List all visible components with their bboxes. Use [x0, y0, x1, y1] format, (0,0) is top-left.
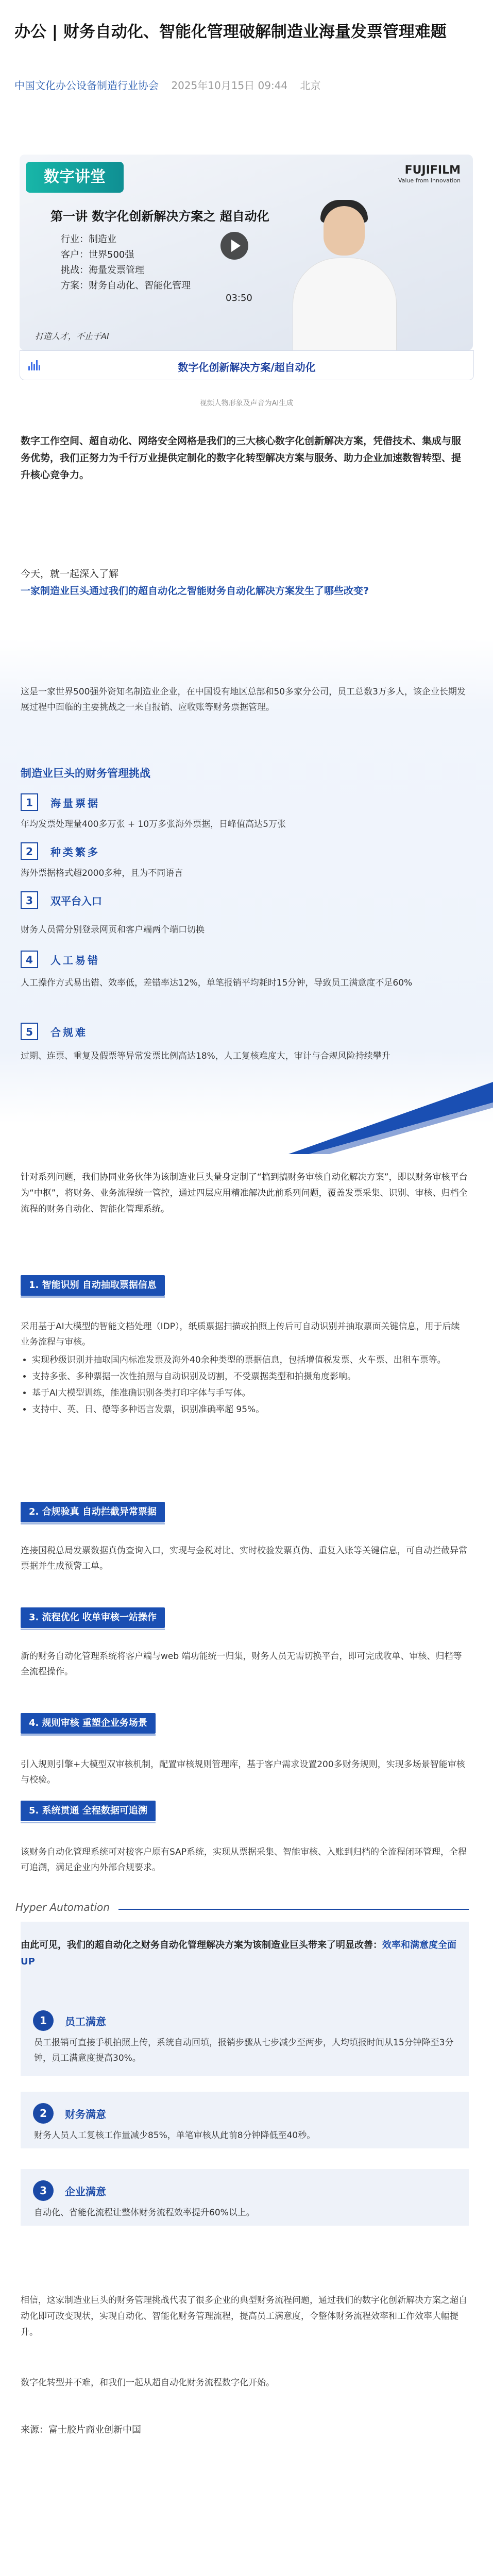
brand-logo: FUJIFILM — [404, 164, 461, 177]
section-text-2: 连接国税总局发票数据真伪查询入口，实现与金税对比、实时校验发票真伪、重复入账等关键信息，可自动拦截异常票据并生成预警工单。 — [21, 1546, 467, 1571]
benefit-number-2: 2 — [33, 2103, 54, 2124]
intro-question: 一家制造业巨头通过我们的超自动化之智能财务自动化解决方案发生了哪些改变? — [21, 585, 369, 597]
section-bullet: • 支持多张、多种票据一次性拍照与自动识别及切割，不受票据类型和拍摄角度影响。 — [32, 1369, 479, 1384]
author-link[interactable]: 中国文化办公设备制造行业协会 — [14, 79, 159, 92]
info-solution: 方案：财务自动化、智能化管理 — [61, 280, 191, 291]
challenge-title-1: 海量票据 — [50, 797, 100, 809]
section-bullets-1 — [21, 1352, 479, 1418]
challenge-title-4: 人工易错 — [50, 954, 100, 967]
section-tag-2: 2. 合规验真 自动拦截异常票据 — [21, 1502, 165, 1522]
play-icon[interactable] — [220, 232, 248, 260]
section-text-1: 采用基于AI大模型的智能文档处理（IDP），纸质票据扫描或拍照上传后可自动识别并抽取票面关键信息，用于后续业务流程与审核。 — [21, 1321, 460, 1347]
section-tag-4: 4. 规则审核 重塑企业务场景 — [21, 1713, 156, 1734]
solution-intro-text: 针对系列问题，我们协同业务伙伴为该制造业巨头量身定制了“搞到搞财务审核自动化解决方案”，即以财务审核平台为“中枢”，将财务、业务流程统一管控，通过四层应用精准解决此前系列问题，覆盖发票采集、识别、审核、归档全流程的财务自动化、智能化管理系统。 — [21, 1172, 468, 1214]
section-bullet: • 实现秒级识别并抽取国内标准发票及海外40余种类型的票据信息，包括增值税发票、火车票、出租车票等。 — [32, 1352, 479, 1368]
challenge-title-3: 双平台入口 — [50, 895, 102, 907]
brand-tagline: Value from Innovation — [398, 177, 461, 184]
section-tag-3: 3. 流程优化 收单审核一站操作 — [21, 1607, 165, 1628]
source-line: 来源：富士胶片商业创新中国 — [21, 2425, 141, 2435]
ai-note: 视频人物形象及声音为AI生成 — [199, 399, 294, 408]
benefit-number-3: 3 — [33, 2180, 54, 2201]
benefit-number-1: 1 — [33, 2010, 54, 2031]
article-meta — [14, 77, 330, 92]
video-duration: 03:50 — [226, 293, 252, 303]
challenge-text-5: 过期、连票、重复及假票等异常发票比例高达18%，人工复核难度大，审计与合规风险持续攀升 — [21, 1051, 390, 1061]
solution-intro — [21, 1170, 468, 1217]
section-tag-1: 1. 智能识别 自动抽取票据信息 — [21, 1275, 165, 1296]
closing-paragraph: 相信，这家制造业巨头的财务管理挑战代表了很多企业的典型财务流程问题，通过我们的数字化创新解决方案之超自动化即可改变现状，实现自动化、智能化财务管理流程，提高员工满意度，令整体财务流程效率和工作效率大幅提升。 — [21, 2295, 467, 2337]
challenge-number-3: 3 — [21, 891, 38, 909]
results-summary-highlight: 效率和满意度全面UP — [21, 1940, 456, 1967]
section-text-4: 引入规则引擎+大模型双审核机制，配置审核规则管理库，基于客户需求设置200多财务规则，实现多场景智能审核与校验。 — [21, 1759, 465, 1785]
video-player[interactable] — [20, 155, 473, 350]
benefit-title-1: 员工满意 — [65, 2015, 106, 2028]
section-tag-5: 5. 系统贯通 全程数据可追溯 — [21, 1801, 156, 1821]
hyper-rule — [118, 1909, 469, 1910]
benefit-title-2: 财务满意 — [65, 2108, 106, 2121]
video-caption-bar — [20, 350, 474, 380]
results-summary-text: 由此可见，我们的超自动化之财务自动化管理解决方案为该制造业巨头带来了明显改善： — [21, 1940, 382, 1951]
challenge-text-1: 年均发票处理量400多万张 + 10万多张海外票据，日峰值高达5万张 — [21, 819, 286, 829]
hyper-automation-label — [15, 1901, 110, 1913]
challenge-number-1: 1 — [21, 793, 38, 811]
challenge-title-2: 种类繁多 — [50, 846, 100, 858]
benefit-text-1: 员工报销可直接手机拍照上传，系统自动回填，报销步骤从七步减少至两步，人均填报时间从15分钟降至3分钟，员工满意度提高30%。 — [34, 2038, 454, 2063]
lecture-badge: 数字讲堂 — [26, 162, 124, 193]
challenge-title-5: 合规难 — [50, 1026, 88, 1039]
article-title: 办公 | 财务自动化、智能化管理破解制造业海量发票管理难题 — [14, 23, 447, 41]
info-industry: 行业：制造业 — [61, 234, 116, 245]
benefit-text-3: 自动化、省能化流程让整体财务流程效率提升60%以上。 — [34, 2208, 255, 2218]
section-bullet: • 基于AI大模型训练，能准确识别各类打印字体与手写体。 — [32, 1385, 479, 1401]
section-text-3: 新的财务自动化管理系统将客户端与web 端功能统一归集，财务人员无需切换平台，即可完成收单、审核、归档等全流程操作。 — [21, 1651, 462, 1677]
lesson-title: 第一讲 数字化创新解决方案之 超自动化 — [50, 209, 269, 224]
location: 北京 — [300, 79, 321, 92]
intro-lead: 今天，就一起深入了解 — [21, 568, 119, 580]
challenges-heading: 制造业巨头的财务管理挑战 — [21, 767, 150, 779]
signature: 打造人才，不止于AI — [35, 331, 109, 341]
benefit-card-3 — [21, 2169, 469, 2226]
publish-date: 2025年10月15日 09:44 — [171, 79, 288, 92]
benefit-card-1 — [21, 1999, 469, 2069]
video-caption: 数字化创新解决方案/超自动化 — [178, 361, 316, 374]
hyper-automation-text: Hyper Automation — [15, 1901, 110, 1913]
challenge-number-2: 2 — [21, 842, 38, 860]
closing-line: 数字化转型并不难，和我们一起从超自动化财务流程数字化开始。 — [21, 2378, 275, 2388]
diagonal-divider — [0, 1082, 493, 1154]
challenge-text-3: 财务人员需分别登录网页和客户端两个端口切换 — [21, 925, 205, 935]
challenge-text-4: 人工操作方式易出错、效率低，差错率达12%，单笔报销平均耗时15分钟，导致员工满意度不足60% — [21, 978, 413, 988]
benefit-card-2 — [21, 2092, 469, 2148]
challenge-number-4: 4 — [21, 951, 38, 968]
info-challenge: 挑战：海量发票管理 — [61, 265, 144, 276]
section-text-5: 该财务自动化管理系统可对接客户原有SAP系统，实现从票据采集、智能审核、入账到归档的全流程闭环管理，全程可追溯，满足企业内外部合规要求。 — [21, 1847, 467, 1873]
info-customer: 客户：世界500强 — [61, 249, 134, 260]
challenge-number-5: 5 — [21, 1023, 38, 1040]
intro-paragraph: 数字工作空间、超自动化、网络安全网格是我们的三大核心数字化创新解决方案，凭借技术、集成与服务优势，我们正努力为千行万业提供定制化的数字化转型解决方案与服务、助力企业加速数智转型、提升核心竞争力。 — [21, 435, 462, 481]
benefit-title-3: 企业满意 — [65, 2185, 106, 2198]
benefit-text-2: 财务人员人工复核工作量减少85%，单笔审核从此前8分钟降低至40秒。 — [34, 2130, 316, 2141]
challenge-text-2: 海外票据格式超2000多种，且为不同语言 — [21, 868, 183, 878]
section-bullet: • 支持中、英、日、德等多种语言发票，识别准确率超 95%。 — [32, 1402, 479, 1417]
presenter-figure — [287, 185, 401, 350]
results-summary — [21, 1937, 468, 1970]
customer-paragraph: 这是一家世界500强外资知名制造业企业，在中国设有地区总部和50多家分公司，员工总数3万多人，该企业长期发展过程中面临的主要挑战之一来自报销、应收账等财务票据管理。 — [21, 687, 466, 713]
